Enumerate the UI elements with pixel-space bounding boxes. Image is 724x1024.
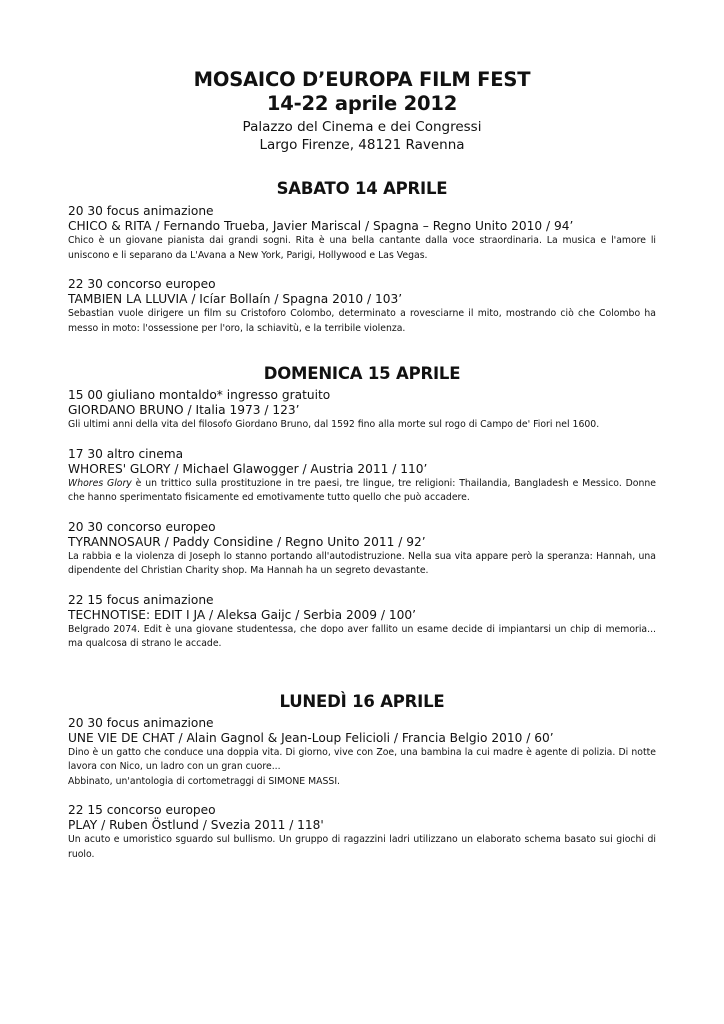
event-film-info: GIORDANO BRUNO / Italia 1973 / 123’ [68,403,300,417]
festival-dates: 14-22 aprile 2012 [266,92,458,115]
event-time-slot: 22 30 concorso europeo [68,277,216,291]
day-heading: LUNEDÌ 16 APRILE [279,691,445,711]
document-header [68,68,656,154]
event-description-text: è un trittico sulla prostituzione in tre paesi, tre lingue, tre religioni: Thailandia, Bangladesh e Messico. Donne che hanno sperimentato fisicamente ed emotivamente tutto quello che può accadere. [68,477,656,503]
festival-title: MOSAICO D’EUROPA FILM FEST [193,68,531,91]
event-film-info: CHICO & RITA / Fernando Trueba, Javier Mariscal / Spagna – Regno Unito 2010 / 94’ [68,219,574,233]
event-time-slot: 22 15 focus animazione [68,592,214,607]
event-film-info: TECHNOTISE: EDIT I JA / Aleksa Gaijc / Serbia 2009 / 100’ [68,607,416,622]
event-item [68,204,656,263]
day-section-lunedi [68,692,656,863]
event-item [68,716,656,790]
event-item [68,277,656,336]
event-description [68,477,656,506]
day-section-sabato [68,179,656,336]
event-time-slot: 20 30 focus animazione [68,204,214,218]
event-item [68,593,656,652]
event-film-info: TAMBIEN LA LLUVIA / Icíar Bollaín / Spagna 2010 / 103’ [68,292,403,306]
event-description-film-title: Whores Glory [68,477,132,489]
venue-address: Largo Firenze, 48121 Ravenna [259,137,465,153]
event-description-extra: Abbinato, un'antologia di cortometraggi di SIMONE MASSI. [68,775,341,787]
event-description: Sebastian vuole dirigere un film su Cristoforo Colombo, determinato a rovesciarne il mito, mostrando ciò che Colombo ha messo in moto: l'ossessione per l'oro, la schiavitù, e la terribile violenza. [68,308,656,334]
day-section-domenica [68,364,656,652]
event-time-slot: 17 30 altro cinema [68,446,184,461]
day-heading: DOMENICA 15 APRILE [263,364,461,383]
event-description: La rabbia e la violenza di Joseph lo stanno portando all'autodistruzione. Nella sua vita appare però la speranza: Hannah, una dipendente del Christian Charity shop. Ma Hannah ha un segreto devastante. [68,550,656,576]
event-film-info: PLAY / Ruben Östlund / Svezia 2011 / 118' [68,818,324,832]
event-item [68,803,656,862]
document-page [68,68,656,862]
event-item [68,447,656,506]
event-film-info: WHORES' GLORY / Michael Glawogger / Austria 2011 / 110’ [68,461,428,476]
event-description: Dino è un gatto che conduce una doppia vita. Di giorno, vive con Zoe, una bambina la cui madre è agente di polizia. Di notte lavora con Nico, un ladro con un gran cuore... [68,746,656,772]
day-heading: SABATO 14 APRILE [276,179,448,198]
event-description: Un acuto e umoristico sguardo sul bullismo. Un gruppo di ragazzini ladri utilizzano un elaborato schema basato sui giochi di ruolo. [68,834,656,860]
event-film-info: UNE VIE DE CHAT / Alain Gagnol & Jean-Loup Felicioli / Francia Belgio 2010 / 60’ [68,730,554,745]
event-time-slot: 15 00 giuliano montaldo* ingresso gratuito [68,388,331,402]
event-time-slot: 20 30 concorso europeo [68,519,216,534]
event-description: Belgrado 2074. Edit è una giovane studentessa, che dopo aver fallito un esame decide di impiantarsi un chip di memoria... ma qualcosa di strano le accade. [68,623,656,649]
event-item [68,388,656,433]
event-description: Chico è un giovane pianista dai grandi sogni. Rita è una bella cantante dalla voce straordinaria. La musica e l'amore li unisconо e li separano da L'Avana a New York, Parigi, Hollywood e Las Vegas. [68,235,656,261]
venue-name: Palazzo del Cinema e dei Congressi [242,119,482,135]
event-time-slot: 20 30 focus animazione [68,715,214,730]
event-film-info: TYRANNOSAUR / Paddy Considine / Regno Unito 2011 / 92’ [68,534,426,549]
event-time-slot: 22 15 concorso europeo [68,803,216,817]
event-description: Gli ultimi anni della vita del filosofo Giordano Bruno, dal 1592 fino alla morte sul rogo di Campo de' Fiori nel 1600. [68,419,600,430]
event-item [68,520,656,579]
